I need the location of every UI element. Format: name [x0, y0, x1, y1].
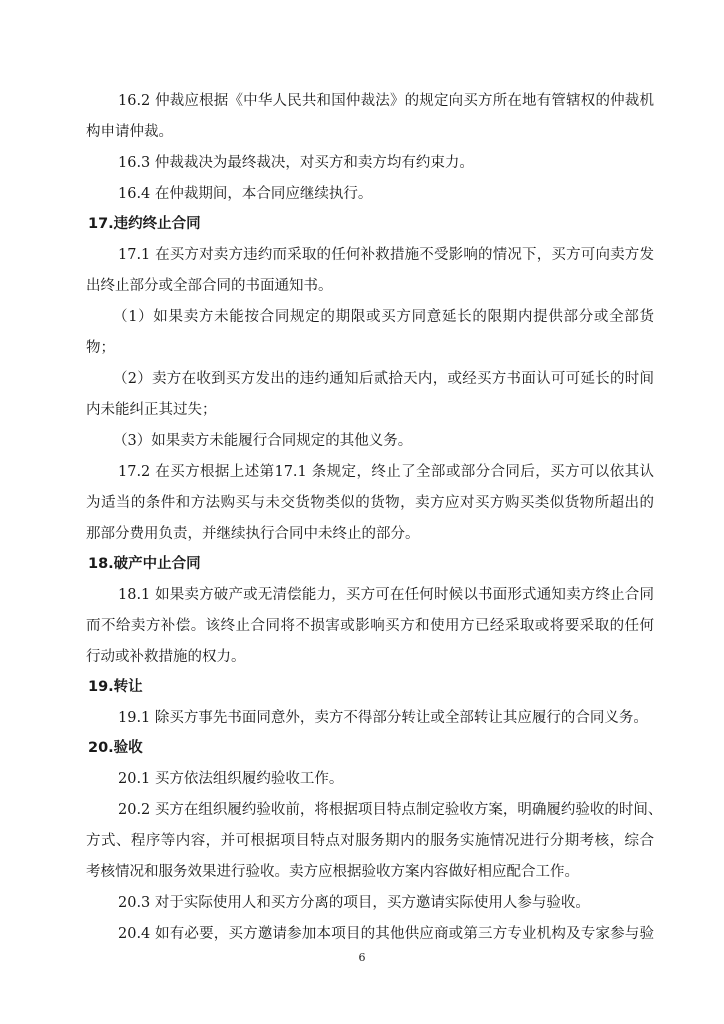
- para-16-4: 16.4 在仲裁期间，本合同应继续执行。: [118, 186, 373, 202]
- para-20-2-line-3: 考核情况和服务效果进行验收。卖方应根据验收方案内容做好相应配合工作。: [86, 864, 579, 880]
- page-number: 6: [358, 951, 366, 964]
- para-16-3: 16.3 仲裁裁决为最终裁决，对买方和卖方均有约束力。: [118, 155, 474, 171]
- para-19-1: 19.1 除买方事先书面同意外，卖方不得部分转让或全部转让其应履行的合同义务。: [118, 710, 648, 726]
- heading-18: 18.破产中止合同: [88, 556, 201, 572]
- item-1-line-1: （1）如果卖方未能按合同规定的期限或买方同意延长的限期内提供部分或全部货: [113, 309, 654, 325]
- item-2-line-1: （2）卖方在收到买方发出的违约通知后贰拾天内，或经买方书面认可可延长的时间: [113, 371, 654, 387]
- heading-17: 17.违约终止合同: [88, 216, 201, 232]
- heading-19: 19.转让: [88, 679, 143, 695]
- para-17-1-line-1: 17.1 在买方对卖方违约而采取的任何补救措施不受影响的情况下，买方可向卖方发: [118, 247, 654, 263]
- para-20-2-line-2: 方式、程序等内容，并可根据项目特点对服务期内的服务实施情况进行分期考核，综合: [86, 833, 654, 849]
- item-1-line-2: 物；: [86, 340, 115, 356]
- heading-20: 20.验收: [88, 740, 143, 756]
- para-17-1-line-2: 出终止部分或全部合同的书面通知书。: [86, 278, 333, 294]
- para-20-1: 20.1 买方依法组织履约验收工作。: [118, 771, 344, 787]
- para-18-1-line-2: 而不给卖方补偿。该终止合同将不损害或影响买方和使用方已经采取或将要采取的任何: [86, 618, 654, 634]
- para-17-2-line-3: 那部分费用负责，并继续执行合同中未终止的部分。: [86, 526, 420, 542]
- item-3: （3）如果卖方未能履行合同规定的其他义务。: [113, 433, 413, 449]
- para-20-3: 20.3 对于实际使用人和买方分离的项目，买方邀请实际使用人参与验收。: [118, 895, 590, 911]
- para-18-1-line-1: 18.1 如果卖方破产或无清偿能力，买方可在任何时候以书面形式通知卖方终止合同: [118, 587, 654, 603]
- para-20-4-line-1: 20.4 如有必要，买方邀请参加本项目的其他供应商或第三方专业机构及专家参与验: [118, 926, 654, 942]
- para-18-1-line-3: 行动或补救措施的权力。: [86, 649, 246, 665]
- para-17-2-line-1: 17.2 在买方根据上述第17.1 条规定，终止了全部或部分合同后，买方可以依其认: [118, 464, 654, 480]
- para-17-2-line-2: 为适当的条件和方法购买与未交货物类似的货物，卖方应对买方购买类似货物所超出的: [86, 495, 654, 511]
- para-20-2-line-1: 20.2 买方在组织履约验收前，将根据项目特点制定验收方案，明确履约验收的时间、: [118, 802, 663, 818]
- para-16-2-line-2: 构申请仲裁。: [86, 124, 173, 140]
- item-2-line-2: 内未能纠正其过失；: [86, 402, 217, 418]
- para-16-2-line-1: 16.2 仲裁应根据《中华人民共和国仲裁法》的规定向买方所在地有管辖权的仲裁机: [118, 93, 654, 109]
